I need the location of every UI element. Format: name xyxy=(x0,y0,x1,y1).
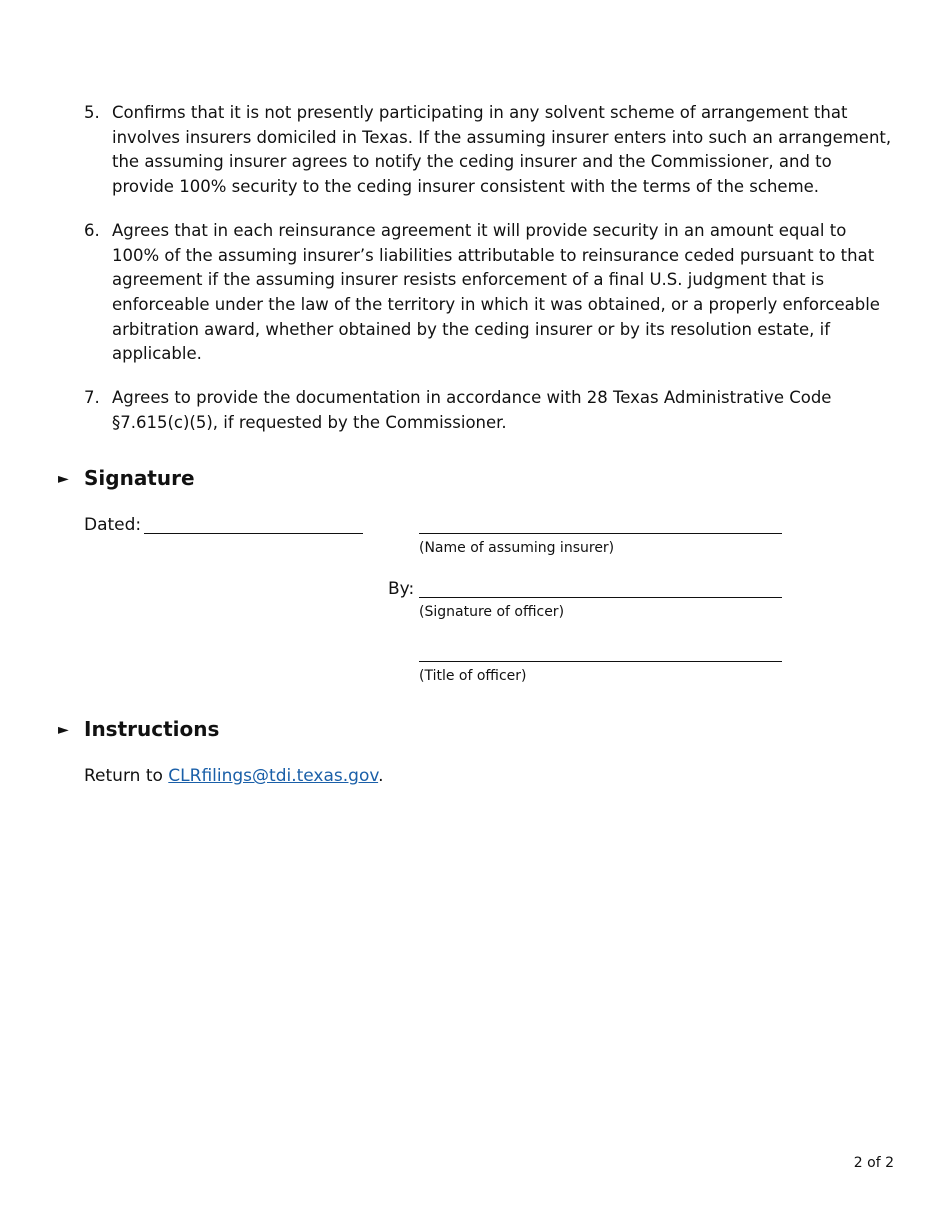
officer-title-caption: (Title of officer) xyxy=(419,668,527,684)
instructions-heading xyxy=(58,716,219,743)
officer-signature-field[interactable] xyxy=(419,597,782,598)
officer-title-field[interactable] xyxy=(419,661,782,662)
signature-heading-text: Signature xyxy=(84,466,195,490)
email-link[interactable]: CLRfilings@tdi.texas.gov xyxy=(168,766,379,786)
list-item xyxy=(84,219,896,367)
dated-label: Dated: xyxy=(84,515,142,535)
triangle-right-icon: ► xyxy=(58,722,69,738)
insurer-name-field[interactable] xyxy=(419,533,782,534)
instructions-heading-text: Instructions xyxy=(84,717,220,741)
item-text: Agrees that in each reinsurance agreement it will provide security in an amount equal to 100% of the assuming insurer’s liabilities attributable to reinsurance ceded pursuant to that agreement if the assuming insurer resists enforcement of a final U.S. judgment that is enforceable under the law of the territory in which it was obtained, or a properly enforceable arbitration award, whether obtained by the ceding insurer or by its resolution estate, if applicable. xyxy=(112,220,880,364)
list-item xyxy=(84,386,896,435)
item-text: Agrees to provide the documentation in accordance with 28 Texas Administrative Code §7.615(c)(5), if requested by the Commissioner. xyxy=(112,388,832,432)
insurer-name-caption: (Name of assuming insurer) xyxy=(419,540,615,556)
item-number: 5. xyxy=(84,103,100,122)
item-text: Confirms that it is not presently participating in any solvent scheme of arrangement that involves insurers domiciled in Texas. If the assuming insurer enters into such an arrangement, the assuming insurer agrees to notify the ceding insurer and the Commissioner, and to provide 100% security to the ceding insurer consistent with the terms of the scheme. xyxy=(112,103,892,197)
item-number: 6. xyxy=(84,220,100,240)
item-number: 7. xyxy=(84,388,100,408)
page-number: 2 of 2 xyxy=(853,1155,894,1171)
officer-signature-caption: (Signature of officer) xyxy=(419,604,565,620)
instructions-suffix: . xyxy=(378,766,384,786)
instructions-prefix: Return to xyxy=(84,766,169,786)
dated-field[interactable] xyxy=(144,533,363,534)
list-item xyxy=(84,101,896,200)
signature-heading xyxy=(58,465,195,492)
instructions-text xyxy=(84,764,384,788)
triangle-right-icon: ► xyxy=(58,471,69,487)
requirements-list xyxy=(84,101,896,454)
by-label: By: xyxy=(388,579,415,599)
